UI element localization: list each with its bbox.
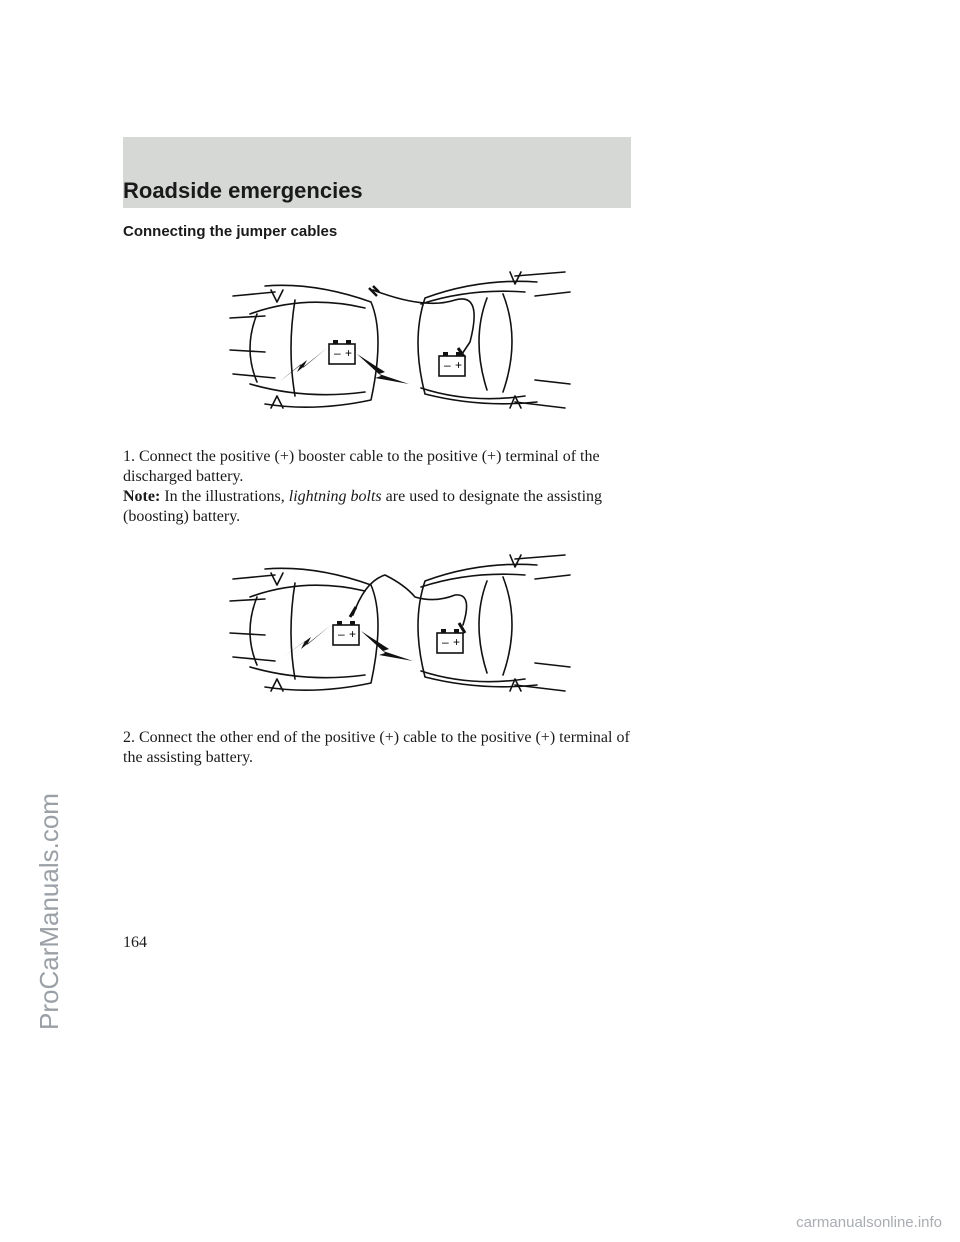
page-title: Roadside emergencies [123, 178, 363, 203]
battery-minus-label: – [444, 358, 451, 372]
battery-minus-label: – [334, 346, 341, 360]
lightning-bolt-icon [361, 631, 413, 661]
note-text-after: are used to designate the assisting (boosting) battery. [123, 488, 603, 525]
battery-plus-label: + [455, 358, 463, 372]
jumper-cable-diagram-2 [225, 545, 575, 705]
page-number: 164 [123, 934, 147, 951]
section-heading: Connecting the jumper cables [123, 223, 338, 240]
note-emphasis: lightning bolts [288, 488, 382, 505]
note-label: Note: [123, 488, 161, 505]
step-1-text: 1. Connect the positive (+) booster cable to the positive (+) terminal of the discharged battery. [123, 448, 600, 485]
lightning-bolt-icon [283, 625, 331, 657]
battery-plus-label: + [345, 346, 353, 360]
battery-minus-label: – [442, 635, 449, 649]
footer-link[interactable]: carmanualsonline.info [796, 1214, 942, 1231]
step-2-text: 2. Connect the other end of the positive (+) cable to the positive (+) terminal of the assisting battery. [123, 729, 630, 766]
lightning-bolt-icon [357, 354, 409, 384]
battery-minus-label: – [338, 627, 345, 641]
note-text-before: In the illustrations, [164, 488, 285, 505]
battery-plus-label: + [349, 627, 357, 641]
jumper-cable-diagram-1 [225, 262, 575, 422]
battery-plus-label: + [453, 635, 461, 649]
note-paragraph [123, 487, 638, 527]
lightning-bolt-icon [279, 348, 327, 382]
watermark: ProCarManuals.com [34, 793, 64, 1030]
